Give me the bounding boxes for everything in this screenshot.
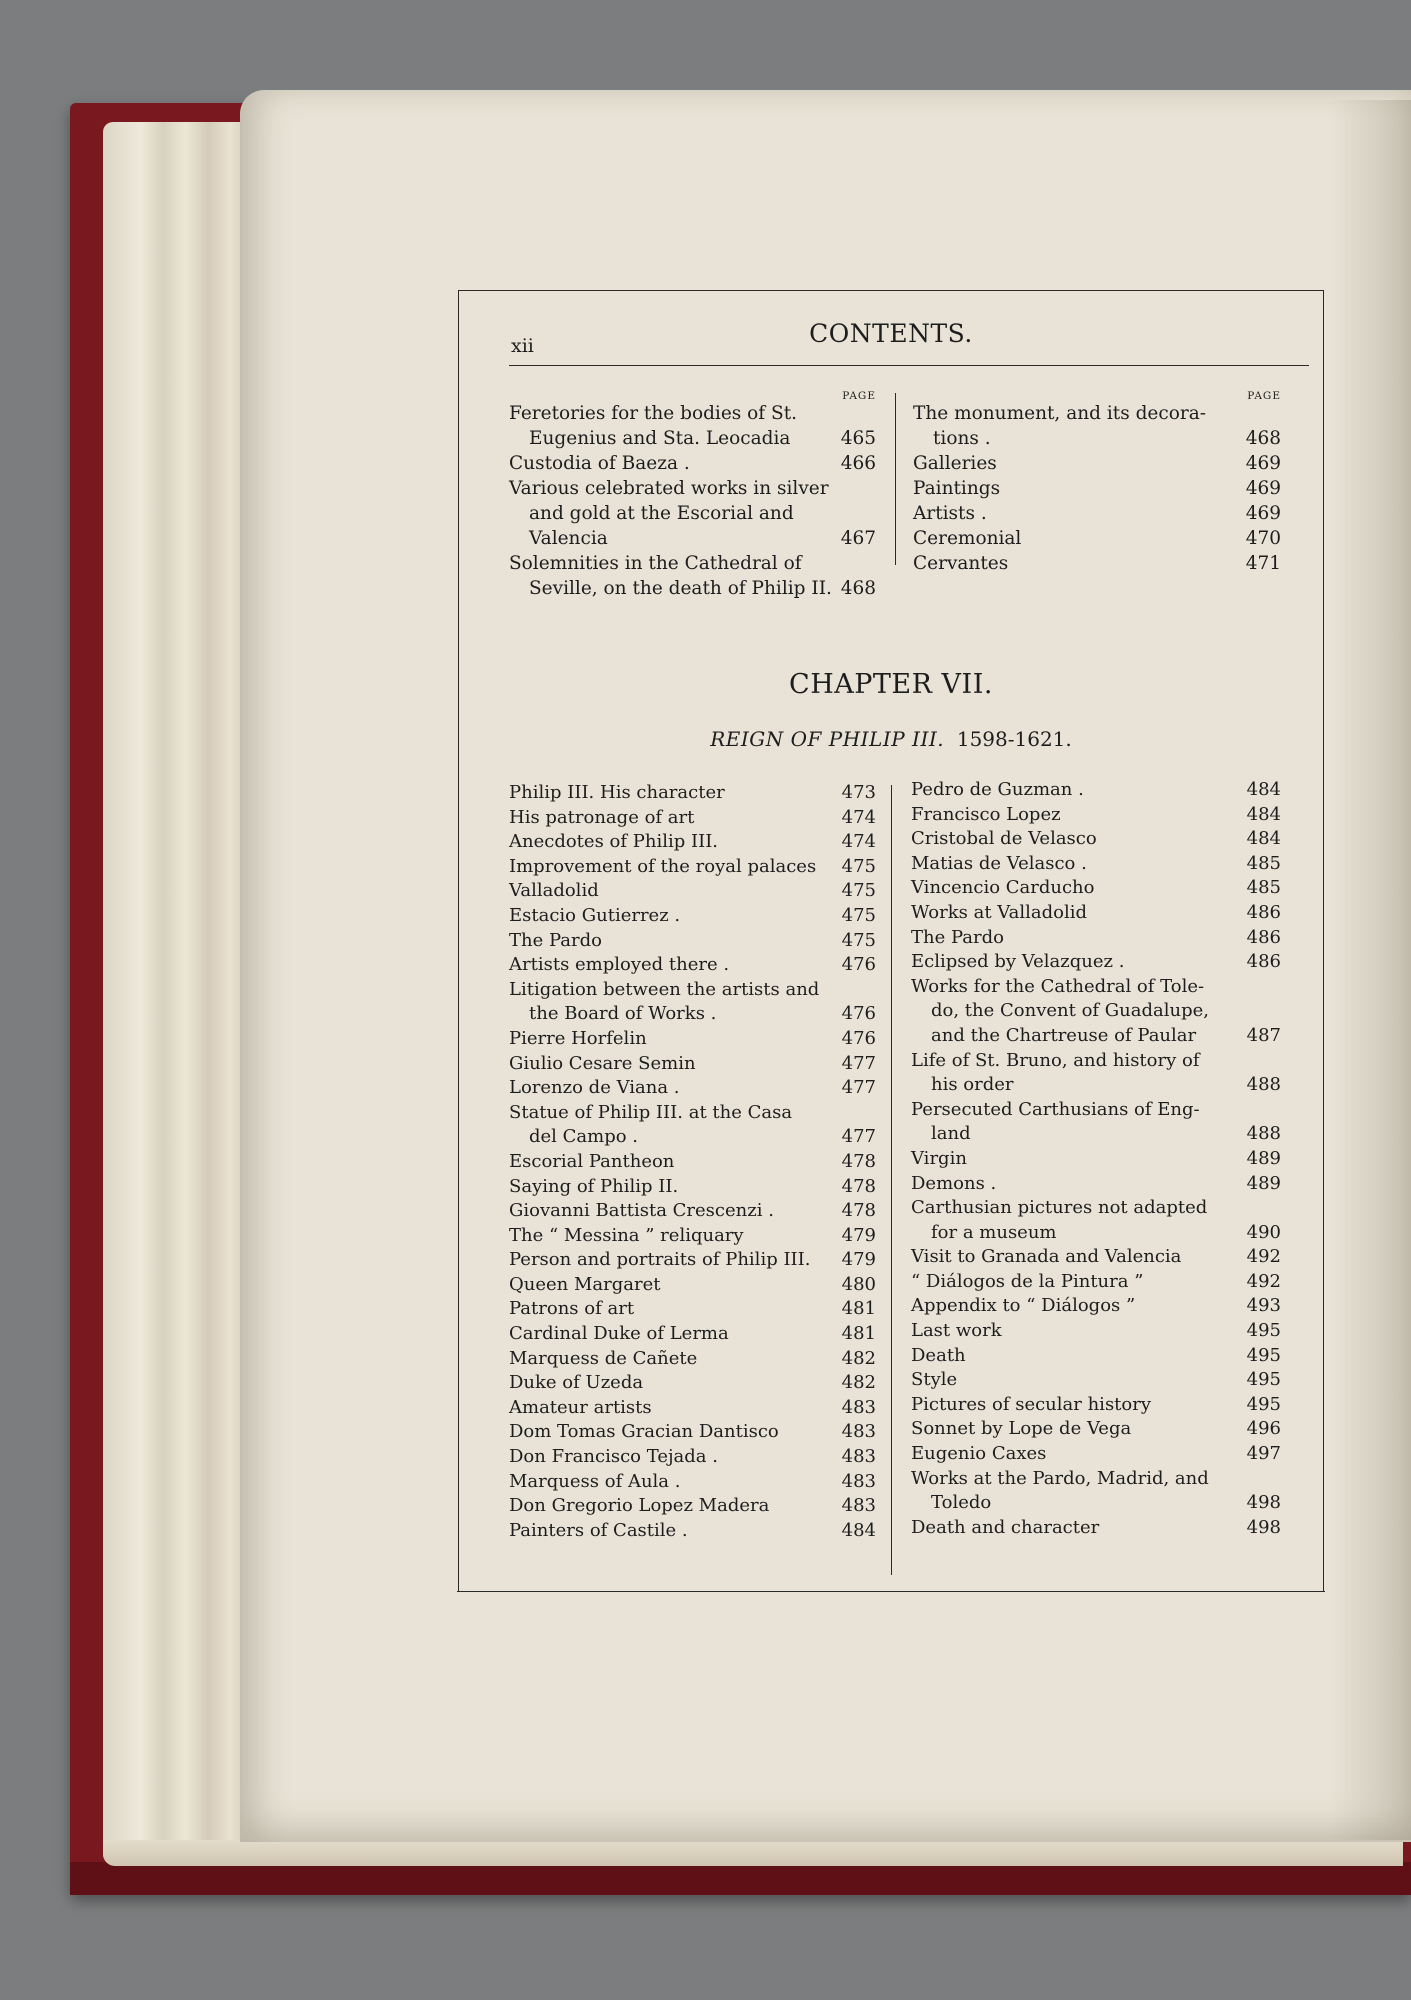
contents-entry	[509, 1027, 876, 1052]
contents-entry	[509, 1347, 876, 1372]
entry-title: Last work	[911, 1320, 1002, 1342]
entry-title: and the Chartreuse of Paular	[931, 1024, 1197, 1046]
contents-entry	[911, 852, 1281, 877]
contents-entry	[509, 929, 876, 954]
contents-entry	[509, 1420, 876, 1445]
contents-entry	[911, 1344, 1281, 1369]
contents-entry	[913, 401, 1281, 451]
entry-title: Artists .	[913, 503, 987, 524]
page-edges	[103, 122, 253, 1864]
entry-page: 486	[1246, 951, 1281, 973]
column-divider	[895, 393, 896, 565]
reign-title: REIGN OF PHILIP III.	[710, 727, 945, 751]
contents-entry	[509, 1150, 876, 1175]
entry-title: Don Francisco Tejada .	[509, 1446, 718, 1468]
entry-title: The Pardo	[509, 929, 602, 951]
page-column-heading: PAGE	[1247, 390, 1281, 402]
entry-page: 490	[1246, 1221, 1281, 1243]
entry-page: 477	[841, 1126, 876, 1148]
entry-title: Don Gregorio Lopez Madera	[509, 1495, 770, 1517]
entry-title: Various celebrated works in silver	[509, 478, 829, 499]
entry-title: Valencia	[529, 528, 608, 549]
entry-page: 495	[1246, 1369, 1281, 1391]
entry-title: Ceremonial	[913, 528, 1022, 549]
header-rule	[509, 365, 1309, 366]
entry-title: Death and character	[911, 1516, 1100, 1538]
entry-page: 475	[841, 904, 876, 926]
entry-title: land	[931, 1123, 971, 1145]
entry-title: Galleries	[913, 453, 997, 474]
entry-page: 489	[1246, 1147, 1281, 1169]
entry-title: His patronage of art	[509, 806, 695, 828]
entry-page: 468	[1245, 428, 1281, 449]
entry-page: 479	[841, 1224, 876, 1246]
contents-entry	[509, 476, 876, 551]
entry-page: 469	[1245, 478, 1281, 499]
contents-entry	[509, 1052, 876, 1077]
entry-title: Seville, on the death of Philip II.	[529, 578, 832, 599]
entry-title: Pierre Horfelin	[509, 1027, 647, 1049]
entry-title: Cristobal de Velasco	[911, 828, 1097, 850]
entry-title: Patrons of art	[509, 1298, 635, 1320]
contents-entry	[913, 451, 1281, 476]
entry-title: Marquess de Cañete	[509, 1347, 698, 1369]
entry-title: Dom Tomas Gracian Dantisco	[509, 1421, 779, 1443]
entry-title: Style	[911, 1369, 958, 1391]
entry-page: 475	[841, 929, 876, 951]
bottom-rule	[457, 1591, 1325, 1592]
entry-title: and gold at the Escorial and	[529, 503, 794, 524]
entry-title: Duke of Uzeda	[509, 1372, 644, 1394]
entry-title: Appendix to “ Diálogos ”	[911, 1295, 1136, 1317]
entry-title: The monument, and its decora-	[913, 403, 1207, 424]
contents-column-top-left	[509, 389, 876, 601]
entry-title: Paintings	[913, 478, 1001, 499]
entry-title: Toledo	[931, 1492, 992, 1514]
entry-title: Demons .	[911, 1172, 997, 1194]
entry-title: Life of St. Bruno, and history of	[911, 1049, 1200, 1071]
entry-page: 475	[841, 855, 876, 877]
contents-column-bottom-left	[509, 781, 876, 1543]
contents-entry	[911, 1417, 1281, 1442]
entry-title: Valladolid	[509, 880, 599, 902]
entry-page: 495	[1246, 1393, 1281, 1415]
entry-page: 485	[1246, 852, 1281, 874]
entry-page: 474	[841, 831, 876, 853]
contents-entry	[509, 978, 876, 1027]
entry-title: Marquess of Aula .	[509, 1470, 681, 1492]
entry-title: Amateur artists	[509, 1396, 652, 1418]
entry-title: The “ Messina ” reliquary	[509, 1224, 744, 1246]
entry-title: Escorial Pantheon	[509, 1150, 675, 1172]
contents-entry	[509, 1273, 876, 1298]
contents-entry	[509, 1199, 876, 1224]
entry-title: Sonnet by Lope de Vega	[911, 1418, 1132, 1440]
entry-page: 493	[1246, 1295, 1281, 1317]
contents-entry	[911, 1442, 1281, 1467]
entry-page: 470	[1245, 528, 1281, 549]
contents-entry	[911, 926, 1281, 951]
entry-title: Virgin	[911, 1147, 967, 1169]
contents-entry	[509, 879, 876, 904]
entry-page: 484	[1246, 803, 1281, 825]
entry-title: Francisco Lopez	[911, 803, 1061, 825]
entry-page: 469	[1245, 503, 1281, 524]
entry-page: 484	[841, 1519, 876, 1541]
entry-title: Solemnities in the Cathedral of	[509, 553, 802, 574]
entry-page: 467	[840, 528, 876, 549]
contents-entry	[913, 501, 1281, 526]
contents-entry	[509, 1297, 876, 1322]
entry-page: 482	[841, 1347, 876, 1369]
entry-title: The Pardo	[911, 926, 1004, 948]
cover-bottom-edge	[70, 1862, 1411, 1895]
contents-entry	[509, 1494, 876, 1519]
entry-title: Persecuted Carthusians of Eng-	[911, 1098, 1200, 1120]
entry-page: 474	[841, 806, 876, 828]
entry-page: 476	[841, 954, 876, 976]
contents-entry	[911, 803, 1281, 828]
entry-page: 480	[841, 1273, 876, 1295]
entry-page: 481	[841, 1298, 876, 1320]
contents-entry	[509, 1396, 876, 1421]
page-number: xii	[511, 335, 534, 357]
entry-title: Works at Valladolid	[911, 901, 1087, 923]
contents-entry	[911, 1245, 1281, 1270]
entry-title: Eugenius and Sta. Leocadia	[529, 428, 791, 449]
chapter-title: CHAPTER VII.	[789, 669, 993, 700]
entry-title: Statue of Philip III. at the Casa	[509, 1101, 793, 1123]
entry-title: the Board of Works .	[529, 1003, 717, 1025]
contents-entry	[911, 1294, 1281, 1319]
entry-page: 475	[841, 880, 876, 902]
contents-entry	[911, 975, 1281, 1049]
entry-page: 488	[1246, 1123, 1281, 1145]
entry-page: 485	[1246, 877, 1281, 899]
entry-page: 492	[1246, 1270, 1281, 1292]
contents-entry	[913, 551, 1281, 576]
contents-entry	[911, 1172, 1281, 1197]
entry-page: 486	[1246, 926, 1281, 948]
entry-page: 476	[841, 1027, 876, 1049]
entry-title: Improvement of the royal palaces	[509, 855, 817, 877]
entry-title: Works at the Pardo, Madrid, and	[911, 1467, 1209, 1489]
contents-entry	[509, 551, 876, 601]
entry-page: 483	[841, 1495, 876, 1517]
contents-entry	[911, 1270, 1281, 1295]
page-edges-bottom	[103, 1840, 1403, 1866]
entry-page: 486	[1246, 901, 1281, 923]
contents-entry	[509, 451, 876, 476]
contents-entry	[911, 1393, 1281, 1418]
entry-title: Queen Margaret	[509, 1273, 661, 1295]
contents-entry	[913, 526, 1281, 551]
entry-page: 468	[840, 578, 876, 599]
entry-page: 495	[1246, 1344, 1281, 1366]
entry-page: 484	[1246, 828, 1281, 850]
contents-entry	[509, 1445, 876, 1470]
contents-entry	[911, 1319, 1281, 1344]
entry-title: Anecdotes of Philip III.	[509, 831, 719, 853]
entry-title: Pedro de Guzman .	[911, 779, 1084, 800]
entry-title: Giulio Cesare Semin	[509, 1052, 696, 1074]
contents-entry	[509, 1101, 876, 1150]
entry-page: 495	[1246, 1320, 1281, 1342]
contents-entry	[911, 876, 1281, 901]
entry-title: Custodia of Baeza .	[509, 453, 690, 474]
contents-entry	[509, 1322, 876, 1347]
contents-entry	[509, 401, 876, 451]
entry-page: 483	[841, 1396, 876, 1418]
contents-entry	[911, 1467, 1281, 1516]
entry-title: Litigation between the artists and	[509, 978, 820, 1000]
contents-column-top-right	[913, 389, 1281, 576]
entry-title: Visit to Granada and Valencia	[911, 1246, 1182, 1268]
entry-page: 471	[1245, 553, 1281, 574]
entry-title: Saying of Philip II.	[509, 1175, 679, 1197]
contents-entry	[509, 1175, 876, 1200]
entry-page: 477	[841, 1052, 876, 1074]
entry-page: 481	[841, 1323, 876, 1345]
entry-title: Lorenzo de Viana .	[509, 1077, 680, 1099]
entry-page: 479	[841, 1249, 876, 1271]
entry-title: Carthusian pictures not adapted	[911, 1197, 1208, 1219]
entry-page: 497	[1246, 1443, 1281, 1465]
entry-title: for a museum	[931, 1221, 1057, 1243]
page-header: CONTENTS.	[809, 319, 973, 348]
contents-entry	[509, 1470, 876, 1495]
contents-entry	[509, 1371, 876, 1396]
entry-title: Giovanni Battista Crescenzi .	[509, 1200, 774, 1222]
entry-page: 482	[841, 1372, 876, 1394]
entry-title: Matias de Velasco .	[911, 852, 1087, 874]
column-divider	[891, 785, 892, 1575]
entry-title: Vincencio Carducho	[911, 877, 1095, 899]
chapter-subtitle	[459, 727, 1323, 751]
contents-entry	[911, 1049, 1281, 1098]
contents-entry	[509, 1224, 876, 1249]
contents-entry	[911, 1098, 1281, 1147]
entry-title: Cervantes	[913, 553, 1009, 574]
entry-page: 478	[841, 1200, 876, 1222]
entry-page: 477	[841, 1077, 876, 1099]
entry-title: tions .	[933, 428, 991, 449]
entry-page: 465	[840, 428, 876, 449]
entry-title: Estacio Gutierrez .	[509, 904, 681, 926]
entry-title: Person and portraits of Philip III.	[509, 1249, 811, 1271]
contents-column-bottom-right	[911, 778, 1281, 1540]
entry-title: Eclipsed by Velazquez .	[911, 951, 1125, 973]
entry-page: 487	[1246, 1024, 1281, 1046]
entry-title: Works for the Cathedral of Tole-	[911, 975, 1205, 997]
entry-title: Artists employed there .	[509, 954, 730, 976]
contents-entry	[509, 830, 876, 855]
contents-entry	[911, 778, 1281, 803]
contents-entry	[509, 855, 876, 880]
page-curve-shade	[1330, 100, 1411, 1840]
entry-page: 473	[841, 782, 876, 803]
contents-entry	[509, 806, 876, 831]
contents-entry	[509, 953, 876, 978]
contents-entry	[509, 904, 876, 929]
entry-page: 469	[1245, 453, 1281, 474]
entry-page: 478	[841, 1175, 876, 1197]
entry-page: 498	[1246, 1516, 1281, 1538]
contents-entry	[911, 1368, 1281, 1393]
entry-page: 466	[840, 453, 876, 474]
contents-entry	[509, 781, 876, 806]
entry-title: “ Diálogos de la Pintura ”	[911, 1270, 1144, 1292]
contents-entry	[911, 1147, 1281, 1172]
contents-entry	[911, 901, 1281, 926]
entry-page: 483	[841, 1421, 876, 1443]
contents-entry	[509, 1519, 876, 1544]
entry-title: Pictures of secular history	[911, 1393, 1152, 1415]
entry-page: 489	[1246, 1172, 1281, 1194]
contents-entry	[509, 1076, 876, 1101]
contents-entry	[911, 950, 1281, 975]
entry-page: 492	[1246, 1246, 1281, 1268]
contents-entry	[911, 1516, 1281, 1541]
entry-page: 496	[1246, 1418, 1281, 1440]
contents-frame	[458, 290, 1324, 1592]
entry-title: del Campo .	[529, 1126, 639, 1148]
contents-entry	[913, 476, 1281, 501]
contents-entry	[911, 1196, 1281, 1245]
entry-title: Cardinal Duke of Lerma	[509, 1323, 729, 1345]
entry-page: 483	[841, 1446, 876, 1468]
entry-title: Feretories for the bodies of St.	[509, 403, 798, 424]
entry-title: Eugenio Caxes	[911, 1443, 1047, 1465]
reign-years: 1598-1621.	[956, 727, 1072, 751]
entry-title: Painters of Castile .	[509, 1519, 688, 1541]
entry-page: 488	[1246, 1074, 1281, 1096]
entry-page: 476	[841, 1003, 876, 1025]
entry-title: Death	[911, 1344, 966, 1366]
entry-page: 478	[841, 1150, 876, 1172]
entry-page: 484	[1246, 779, 1281, 800]
entry-title: his order	[931, 1074, 1014, 1096]
entry-title: Philip III. His character	[509, 782, 725, 803]
page-column-heading: PAGE	[842, 390, 876, 402]
contents-entry	[509, 1248, 876, 1273]
entry-page: 483	[841, 1470, 876, 1492]
entry-page: 498	[1246, 1492, 1281, 1514]
contents-entry	[911, 827, 1281, 852]
entry-title: do, the Convent of Guadalupe,	[931, 1000, 1209, 1022]
